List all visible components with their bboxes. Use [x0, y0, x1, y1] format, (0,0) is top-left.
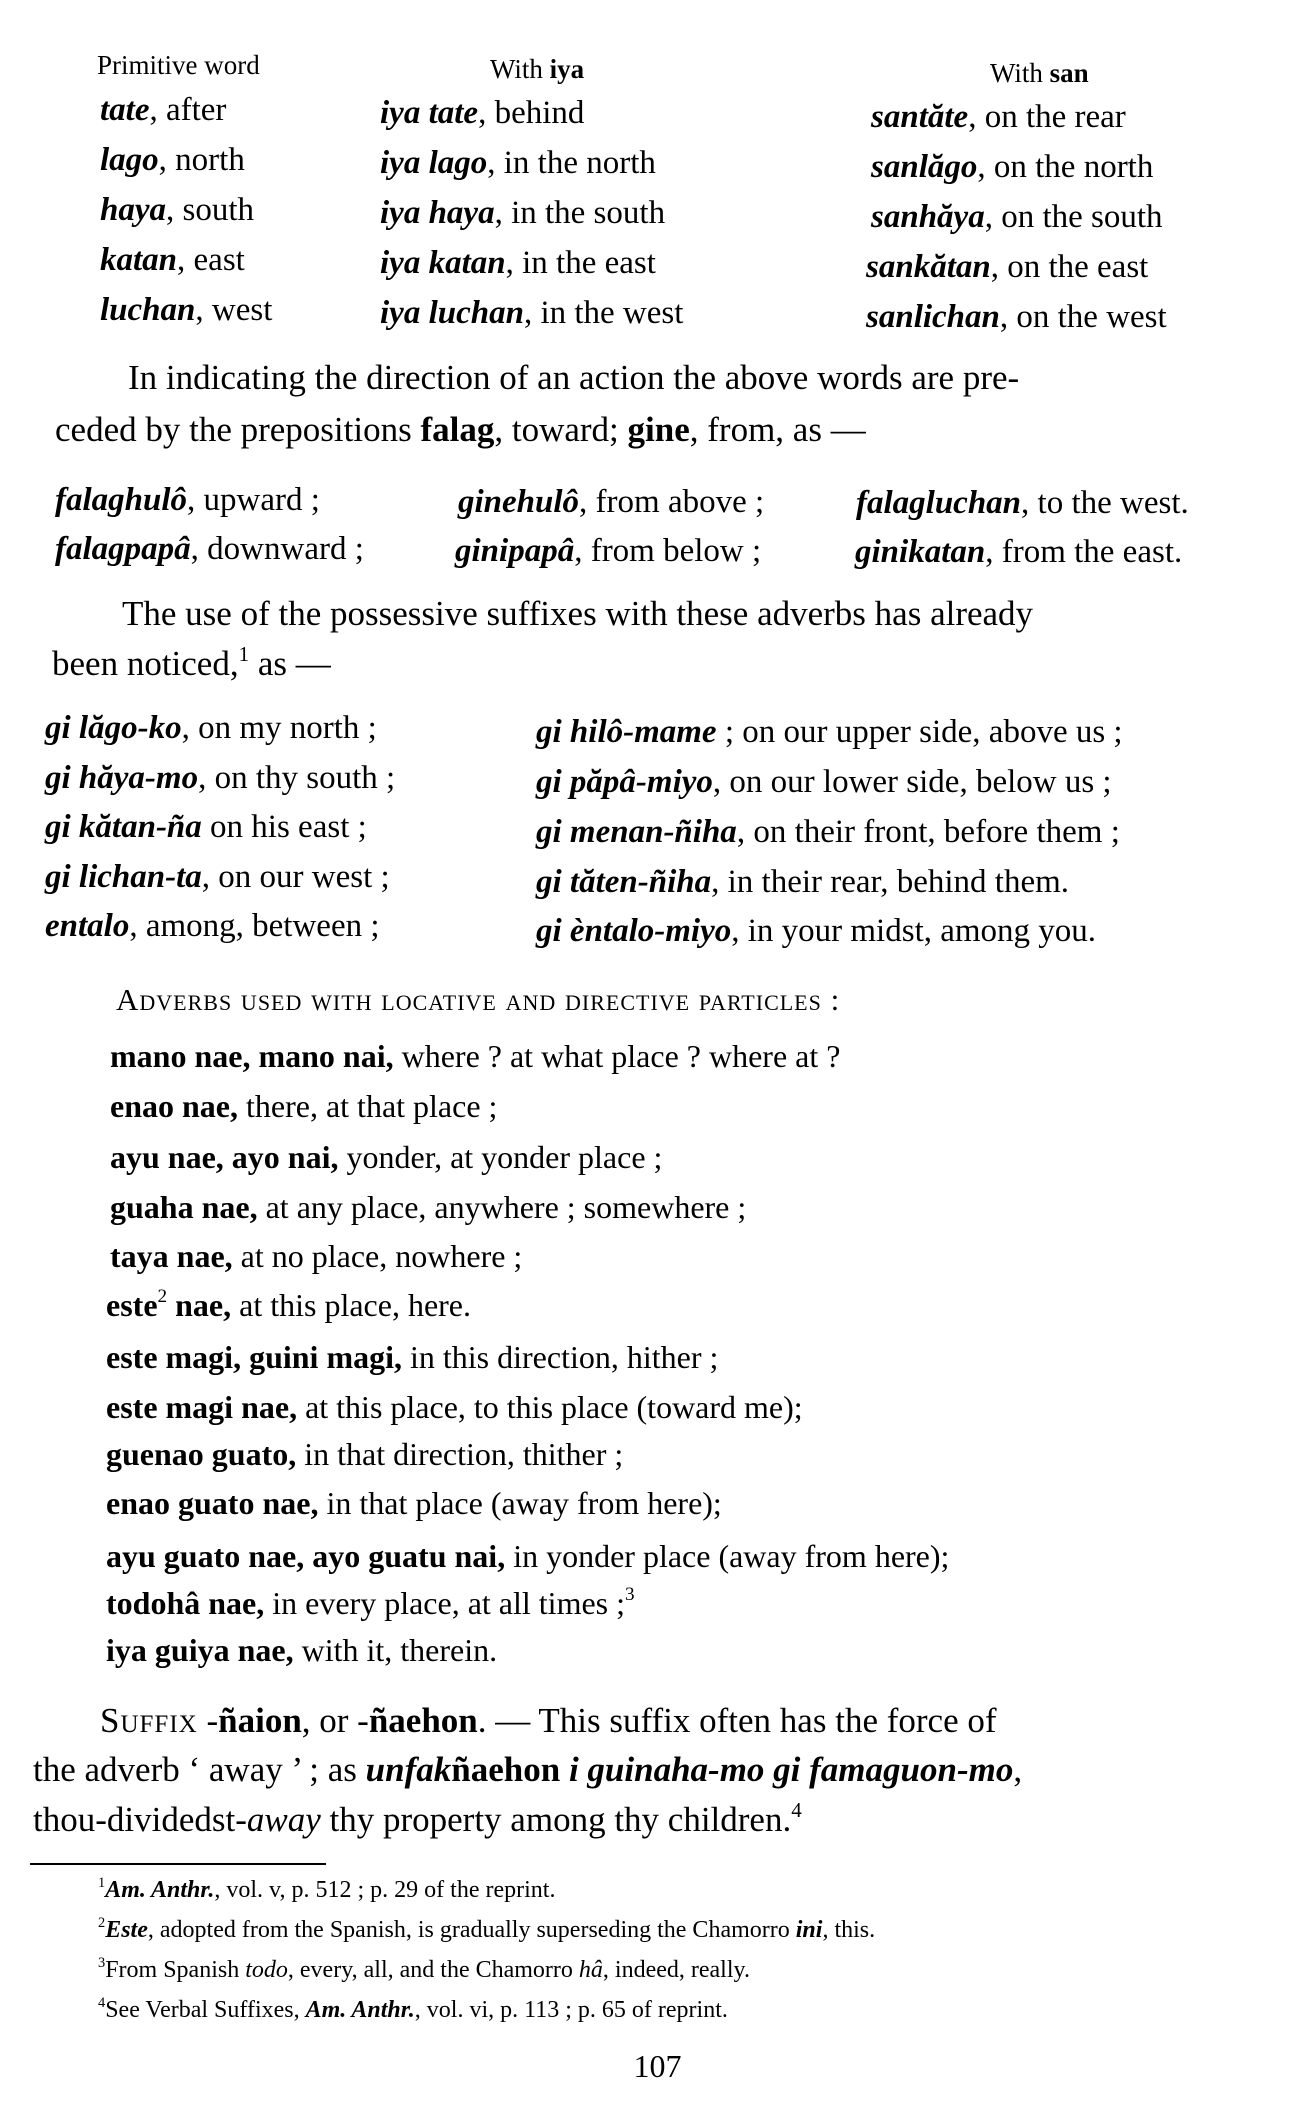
list-item: guaha nae, at any place, anywhere ; somewhere ;: [110, 1189, 747, 1225]
example-item: ginehulô, from above ;: [458, 484, 765, 520]
list-item: taya nae, at no place, nowhere ;: [110, 1238, 523, 1274]
example-item: ginikatan, from the east.: [855, 534, 1183, 570]
example-item: falagluchan, to the west.: [856, 485, 1189, 521]
list-item: gi menan-ñiha, on their front, before them ;: [536, 814, 1120, 850]
footnote-ref[interactable]: 3: [625, 1584, 635, 1605]
list-item: todohâ nae, in every place, at all times ;$^3$: [106, 1584, 635, 1621]
list-item: gi lăgo-ko, on my north ;: [45, 710, 377, 746]
list-item: gi lichan-ta, on our west ;: [45, 859, 390, 895]
list-item: gi păpâ-miyo, on our lower side, below us ;: [536, 764, 1112, 800]
table-cell-iya: iya tate, behind: [380, 95, 585, 131]
paragraph-suffix-line-1: Suffix -ñaion, or -ñaehon. — This suffix often has the force of: [100, 1701, 997, 1740]
footnote-divider: [30, 1863, 326, 1865]
table-cell-primitive: katan, east: [100, 242, 245, 278]
table-cell-san: sanlichan, on the west: [866, 299, 1167, 335]
list-item: gi kătan-ña on his east ;: [45, 809, 367, 845]
column-header-with-iya: With iya: [490, 54, 585, 84]
footnote-ref[interactable]: 1: [238, 642, 250, 666]
table-cell-san: sanlăgo, on the north: [871, 149, 1154, 185]
table-cell-primitive: luchan, west: [100, 292, 273, 328]
list-item: gi hilô-mame ; on our upper side, above us ;: [536, 714, 1123, 750]
paragraph-suffix-line-3: thou-dividedst-away thy property among thy children.$^4$: [33, 1798, 802, 1839]
table-cell-primitive: lago, north: [100, 142, 245, 178]
list-item: gi tăten-ñiha, in their rear, behind them.: [536, 864, 1070, 900]
list-item: este magi nae, at this place, to this place (toward me);: [106, 1389, 803, 1425]
table-cell-iya: iya haya, in the south: [380, 195, 666, 231]
paragraph-direction-line-2: ceded by the prepositions falag, toward; gine, from, as —: [55, 410, 866, 449]
table-cell-iya: iya luchan, in the west: [380, 295, 684, 331]
list-item: enao guato nae, in that place (away from here);: [106, 1485, 722, 1521]
footnote-ref[interactable]: 4: [791, 1798, 802, 1822]
table-cell-san: santăte, on the rear: [871, 99, 1126, 135]
list-item: ayu guato nae, ayo guatu nai, in yonder place (away from here);: [106, 1538, 950, 1574]
example-item: ginipapâ, from below ;: [455, 533, 762, 569]
list-item: gi hăya-mo, on thy south ;: [45, 760, 396, 796]
paragraph-suffix-line-2: the adverb ‘ away ’ ; as unfakñaehon i guinaha-mo gi famaguon-mo,: [33, 1750, 1023, 1789]
column-header-primitive-word: Primitive word: [97, 50, 260, 80]
page-number: 107: [633, 2048, 682, 2084]
paragraph-possessive-line-1: The use of the possessive suffixes with these adverbs has already: [122, 594, 1034, 633]
footnote-1: $^1$Am. Anthr., vol. v, p. 512 ; p. 29 of the reprint.: [98, 1875, 556, 1903]
list-item: iya guiya nae, with it, therein.: [106, 1632, 498, 1668]
table-cell-primitive: haya, south: [100, 192, 255, 228]
example-item: falaghulô, upward ;: [55, 482, 320, 518]
table-cell-primitive: tate, after: [100, 92, 227, 128]
footnote-3: $^3$From Spanish todo, every, all, and the Chamorro hâ, indeed, really.: [98, 1955, 750, 1983]
table-cell-san: sankătan, on the east: [866, 249, 1149, 285]
list-item: este magi, guini magi, in this direction, hither ;: [106, 1339, 719, 1375]
column-header-with-san: With san: [990, 58, 1089, 88]
list-item: enao nae, there, at that place ;: [110, 1088, 498, 1124]
list-item: entalo, among, between ;: [45, 908, 380, 944]
paragraph-possessive-line-2: been noticed,$^1$ as —: [52, 642, 331, 683]
footnote-ref[interactable]: 2: [157, 1286, 168, 1307]
list-item: gi èntalo-miyo, in your midst, among you.: [536, 913, 1097, 949]
footnote-4: $^4$See Verbal Suffixes, Am. Anthr., vol. vi, p. 113 ; p. 65 of reprint.: [98, 1995, 728, 2023]
table-cell-iya: iya katan, in the east: [380, 245, 656, 281]
section-heading-adverbs: Adverbs used with locative and directive particles :: [116, 982, 841, 1017]
list-item: mano nae, mano nai, where ? at what place ? where at ?: [110, 1038, 841, 1074]
list-item: este$^2$ nae, at this place, here.: [106, 1286, 471, 1323]
table-cell-iya: iya lago, in the north: [380, 145, 656, 181]
list-item: ayu nae, ayo nai, yonder, at yonder place ;: [110, 1139, 663, 1175]
paragraph-direction-line-1: In indicating the direction of an action the above words are pre-: [128, 358, 1020, 397]
footnote-2: $^2$Este, adopted from the Spanish, is gradually superseding the Chamorro ini, this.: [98, 1915, 876, 1943]
table-cell-san: sanhăya, on the south: [871, 199, 1163, 235]
list-item: guenao guato, in that direction, thither ;: [106, 1436, 624, 1472]
example-item: falagpapâ, downward ;: [55, 531, 364, 567]
